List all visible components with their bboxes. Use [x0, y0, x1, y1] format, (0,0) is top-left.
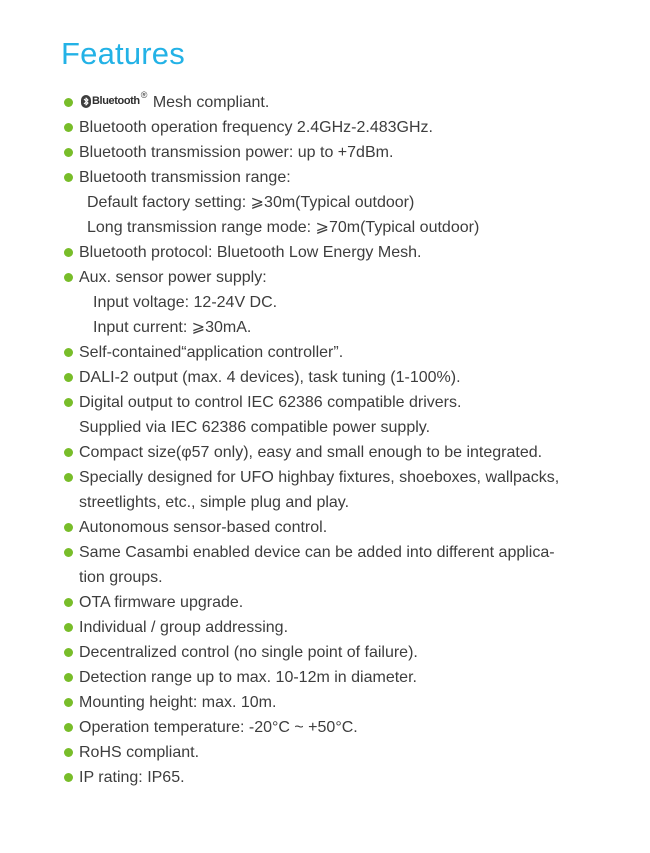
bullet-icon — [64, 523, 73, 532]
feature-text: tion groups. — [79, 569, 163, 586]
feature-text: RoHS compliant. — [79, 744, 200, 761]
feature-text: Mesh compliant. — [148, 94, 270, 111]
feature-item — [62, 340, 602, 365]
feature-text: Input voltage: 12-24V DC. — [93, 294, 278, 311]
feature-item-continuation — [62, 415, 602, 440]
bullet-icon — [64, 723, 73, 732]
feature-item — [62, 265, 602, 290]
feature-item — [62, 515, 602, 540]
feature-item — [62, 715, 602, 740]
feature-text: Bluetooth protocol: Bluetooth Low Energy Mesh. — [79, 244, 422, 261]
bullet-icon — [64, 623, 73, 632]
feature-item — [62, 665, 602, 690]
feature-item — [62, 440, 602, 465]
bullet-icon — [64, 348, 73, 357]
feature-text: IP rating: IP65. — [79, 769, 185, 786]
bullet-icon — [64, 448, 73, 457]
feature-item — [62, 590, 602, 615]
feature-text: Default factory setting: ⩾30m(Typical outdoor) — [87, 194, 415, 211]
feature-text: Bluetooth operation frequency 2.4GHz-2.483GHz. — [79, 119, 433, 136]
feature-item — [62, 115, 602, 140]
feature-item — [62, 740, 602, 765]
feature-item — [62, 390, 602, 415]
feature-subitem — [62, 290, 602, 315]
feature-text: OTA firmware upgrade. — [79, 594, 244, 611]
feature-item — [62, 465, 602, 490]
bullet-icon — [64, 673, 73, 682]
feature-text: DALI-2 output (max. 4 devices), task tuning (1-100%). — [79, 369, 461, 386]
bullet-icon — [64, 273, 73, 282]
bullet-icon — [64, 698, 73, 707]
registered-mark: ® — [140, 90, 148, 101]
feature-item — [62, 640, 602, 665]
feature-text: Decentralized control (no single point of failure). — [79, 644, 418, 661]
bullet-icon — [64, 648, 73, 657]
feature-text: Self-contained“application controller”. — [79, 344, 344, 361]
feature-subitem — [62, 315, 602, 340]
feature-item — [62, 240, 602, 265]
feature-text: Supplied via IEC 62386 compatible power supply. — [79, 419, 431, 436]
feature-item-continuation — [62, 490, 602, 515]
feature-text: Same Casambi enabled device can be added into different applica- — [79, 544, 555, 561]
bullet-icon — [64, 123, 73, 132]
bullet-icon — [64, 598, 73, 607]
feature-text: Compact size(φ57 only), easy and small enough to be integrated. — [79, 444, 543, 461]
bluetooth-logo — [81, 90, 147, 115]
feature-item — [62, 765, 602, 790]
feature-text: Operation temperature: -20°C ~ +50°C. — [79, 719, 358, 736]
bullet-icon — [64, 173, 73, 182]
bullet-icon — [64, 398, 73, 407]
bluetooth-icon — [81, 95, 91, 108]
feature-text: Autonomous sensor-based control. — [79, 519, 328, 536]
feature-item — [62, 615, 602, 640]
feature-text: Digital output to control IEC 62386 compatible drivers. — [79, 394, 462, 411]
bullet-icon — [64, 473, 73, 482]
feature-text: Mounting height: max. 10m. — [79, 694, 277, 711]
bullet-icon — [64, 548, 73, 557]
feature-item — [62, 365, 602, 390]
feature-text: streetlights, etc., simple plug and play. — [79, 494, 350, 511]
bullet-icon — [64, 148, 73, 157]
bullet-icon — [64, 773, 73, 782]
feature-text: Long transmission range mode: ⩾70m(Typical outdoor) — [87, 219, 480, 236]
bullet-icon — [64, 748, 73, 757]
bullet-icon — [64, 248, 73, 257]
feature-text: Specially designed for UFO highbay fixtures, shoeboxes, wallpacks, — [79, 469, 560, 486]
page-title: Features — [61, 36, 185, 71]
feature-list — [62, 90, 602, 790]
feature-item — [62, 540, 602, 565]
feature-item — [62, 165, 602, 190]
feature-text: Aux. sensor power supply: — [79, 269, 267, 286]
bullet-icon — [64, 373, 73, 382]
feature-subitem — [62, 190, 602, 215]
feature-text: Bluetooth transmission range: — [79, 169, 291, 186]
feature-item — [62, 690, 602, 715]
feature-text: Bluetooth transmission power: up to +7dBm. — [79, 144, 394, 161]
feature-item-continuation — [62, 565, 602, 590]
bullet-icon — [64, 98, 73, 107]
feature-text: Individual / group addressing. — [79, 619, 289, 636]
feature-text: Detection range up to max. 10-12m in diameter. — [79, 669, 417, 686]
feature-text: Input current: ⩾30mA. — [93, 319, 252, 336]
feature-subitem — [62, 215, 602, 240]
bluetooth-wordmark: Bluetooth — [92, 95, 140, 108]
feature-item-bluetooth-mesh — [62, 90, 602, 115]
feature-item — [62, 140, 602, 165]
